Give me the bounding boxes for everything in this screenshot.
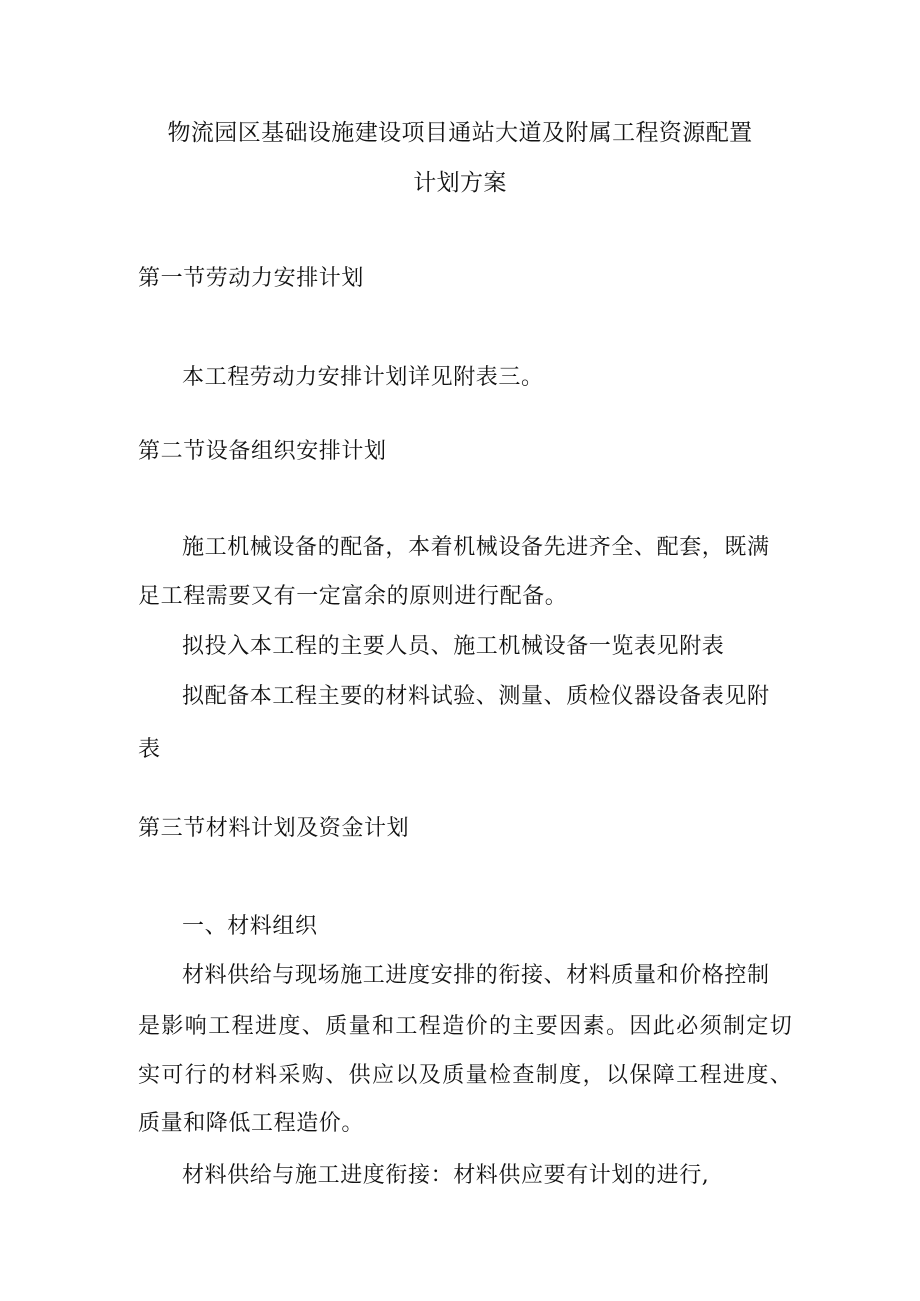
section-2-heading: 第二节设备组织安排计划 — [138, 439, 387, 464]
section-3-para-1-line-1: 材料供给与现场施工进度安排的衔接、材料质量和价格控制 — [182, 963, 770, 988]
section-2-para-3-line-2: 表 — [138, 737, 161, 762]
section-3-subheading: 一、材料组织 — [182, 914, 318, 939]
section-2-para-1-line-1: 施工机械设备的配备，本着机械设备先进齐全、配套，既满 — [182, 535, 770, 560]
section-3-para-1-line-3: 实可行的材料采购、供应以及质量检查制度，以保障工程进度、 — [138, 1063, 794, 1088]
section-3-para-2: 材料供给与施工进度衔接：材料供应要有计划的进行, — [182, 1163, 710, 1188]
section-3-heading: 第三节材料计划及资金计划 — [138, 816, 410, 841]
section-3-para-1-line-2: 是影响工程进度、质量和工程造价的主要因素。因此必须制定切 — [138, 1014, 794, 1039]
section-1-heading: 第一节劳动力安排计划 — [138, 266, 365, 291]
section-2-para-3-line-1: 拟配备本工程主要的材料试验、测量、质检仪器设备表见附 — [182, 684, 770, 709]
section-2-para-1-line-2: 足工程需要又有一定富余的原则进行配备。 — [138, 584, 568, 609]
document-title-line-2: 计划方案 — [413, 170, 507, 196]
document-title-line-1: 物流园区基础设施建设项目通站大道及附属工程资源配置 — [167, 120, 753, 146]
section-3-para-1-line-4: 质量和降低工程造价。 — [138, 1111, 365, 1136]
section-2-para-2: 拟投入本工程的主要人员、施工机械设备一览表见附表 — [182, 634, 725, 659]
section-1-paragraph: 本工程劳动力安排计划详见附表三。 — [182, 365, 544, 390]
